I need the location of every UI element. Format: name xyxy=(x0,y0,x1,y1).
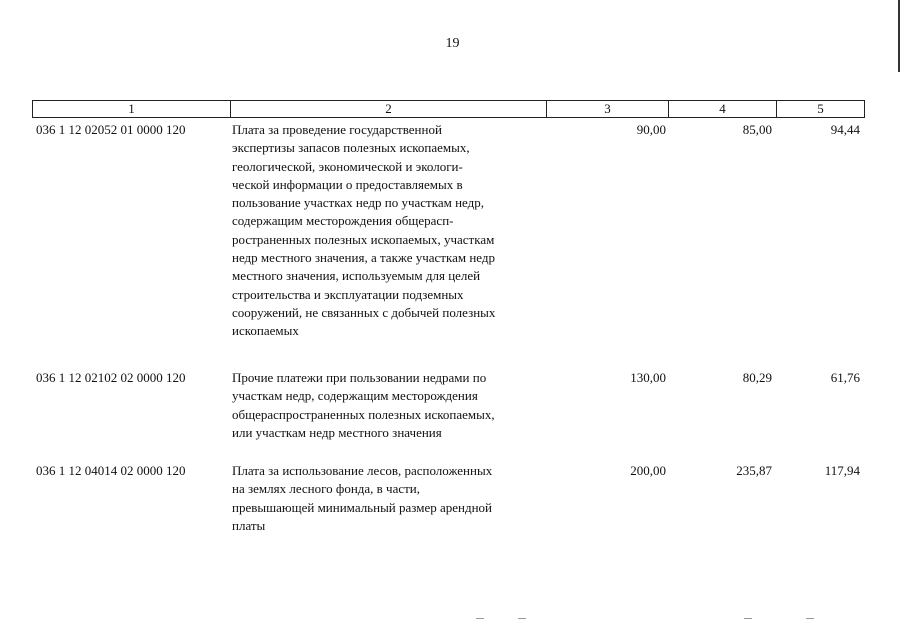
row-name: Плата за проведение государственной экспертизы запасов полезных ископаемых, геологической, экономической и экологи- ческой информации о предоставляемых в пользование участках недр по участкам недр, содержащим месторождения общерасп- ространенных полезных ископаемых, участкам недр местного значения, а также участкам недр местного значения, используемым для целей строительства и эксплуатации подземных сооружений, не связанных с добычей полезных ископаемых xyxy=(232,122,496,339)
row-value-col-5: 117,94 xyxy=(824,463,860,478)
header-col-5: 5 xyxy=(817,101,824,116)
header-col-3: 3 xyxy=(547,101,669,117)
row-value-col-4: 235,87 xyxy=(736,463,772,478)
table-header xyxy=(32,100,865,118)
row-code: 036 1 12 04014 02 0000 120 xyxy=(36,463,186,478)
row-value-col-5: 61,76 xyxy=(830,370,860,385)
row-value-col-3: 200,00 xyxy=(630,463,666,478)
row-name: Плата за использование лесов, расположенных на землях лесного фонда, в части, превышающей минимальный размер арендной платы xyxy=(232,463,493,533)
scan-artifacts xyxy=(470,618,830,628)
row-value-col-5: 94,44 xyxy=(830,122,860,137)
row-value-col-3: 130,00 xyxy=(630,370,666,385)
row-value-col-4: 85,00 xyxy=(742,122,772,137)
row-name: Прочие платежи при пользовании недрами по участкам недр, содержащим месторождения общераспространенных полезных ископаемых, или участкам недр местного значения xyxy=(232,370,495,440)
row-value-col-3: 90,00 xyxy=(636,122,666,137)
header-col-4: 4 xyxy=(669,101,777,117)
page-number: 19 xyxy=(445,36,460,51)
scan-edge-mark xyxy=(898,0,900,72)
header-col-1: 1 xyxy=(33,101,231,117)
row-code: 036 1 12 02052 01 0000 120 xyxy=(36,122,186,137)
header-col-2: 2 xyxy=(231,101,547,117)
row-code: 036 1 12 02102 02 0000 120 xyxy=(36,370,186,385)
row-value-col-4: 80,29 xyxy=(742,370,772,385)
